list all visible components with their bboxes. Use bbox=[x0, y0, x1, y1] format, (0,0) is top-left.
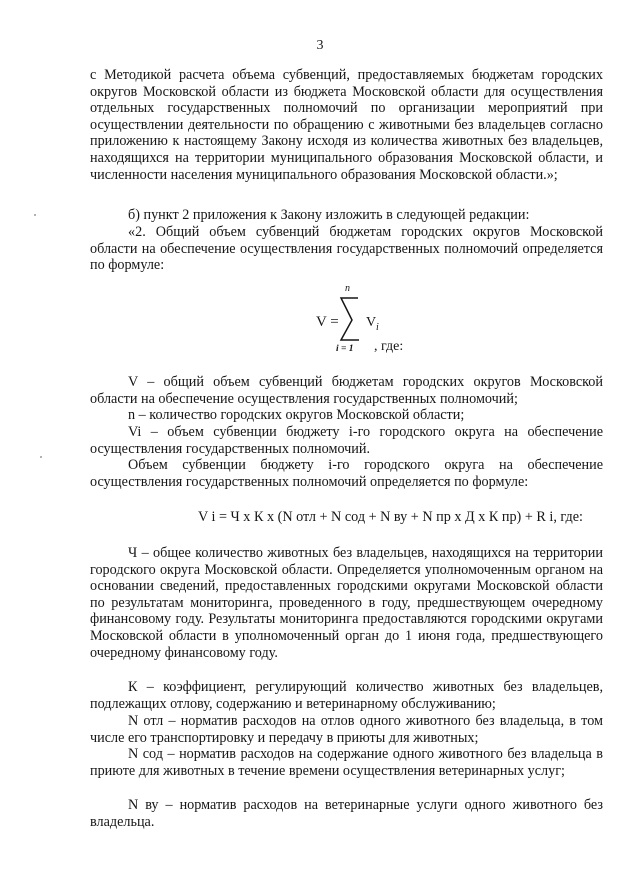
formula1-term-sub: i bbox=[376, 322, 379, 333]
definition-v: V – общий объем субвенций бюджетам городских округов Московской области на обеспечение осуществления государственных полномочий; bbox=[90, 374, 603, 407]
formula1-lhs: V = bbox=[316, 314, 339, 330]
definition-n: n – количество городских округов Московской области; bbox=[128, 407, 465, 423]
scan-speck bbox=[40, 456, 42, 458]
formula1-upper-limit: n bbox=[345, 283, 350, 294]
definition-n-sod: N сод – норматив расходов на содержание одного животного без владельца в приюте для животных в течение времени осуществления ветеринарных услуг; bbox=[90, 746, 603, 779]
definition-n-vu: N ву – норматив расходов на ветеринарные услуги одного животного без владельца. bbox=[90, 797, 603, 830]
paragraph-methodology: с Методикой расчета объема субвенций, предоставляемых бюджетам городских округов Московской области из бюджета Московской области для осуществления отдельных государственных полномочий по организации мероприятий при осуществлении деятельности по обращению с животными без владельцев согласно приложению к настоящему Закону исходя из количества животных без владельцев, находящихся на территории муниципального образования Московской области, и численности населения муниципального образования Московской области.»; bbox=[90, 67, 603, 183]
page-number: 3 bbox=[316, 38, 324, 53]
paragraph-item-b: б) пункт 2 приложения к Закону изложить в следующей редакции: bbox=[128, 207, 530, 223]
sigma-symbol bbox=[341, 298, 359, 340]
definition-k: К – коэффициент, регулирующий количество животных без владельцев, подлежащих отлову, содержанию и ветеринарному обслуживанию; bbox=[90, 679, 603, 712]
formula1-suffix: , где: bbox=[374, 339, 404, 354]
scan-speck bbox=[34, 214, 36, 216]
definition-ch: Ч – общее количество животных без владельцев, находящихся на территории городского округа Московской области. Определяется уполномоченным органом на основании сведений, предоставленных городскими округами Московской области по результатам мониторинга, проведенного в году, предшествующем очередному финансовому году. Результаты мониторинга предоставляются городскими округами Московской области в уполномоченный орган до 1 июня года, предшествующего очередному финансовому году. bbox=[90, 545, 603, 661]
definition-n-otl: N отл – норматив расходов на отлов одного животного без владельца, в том числе его транспортировку и передачу в приюты для животных; bbox=[90, 713, 603, 746]
formula1-term: V bbox=[366, 315, 377, 330]
definition-vi: Vi – объем субвенции бюджету i-го городского округа на обеспечение осуществления государственных полномочий. bbox=[90, 424, 603, 457]
formula-total-volume bbox=[316, 284, 456, 354]
formula1-lower-limit: i = 1 bbox=[336, 344, 354, 354]
formula-subvention-i: V i = Ч х К х (N отл + N сод + N ву + N пр х Д х К пр) + R i, где: bbox=[197, 509, 583, 525]
paragraph-subvention-volume: Объем субвенции бюджету i-го городского округа на обеспечение осуществления государственных полномочий определяется по формуле: bbox=[90, 457, 603, 490]
paragraph-point-2: «2. Общий объем субвенций бюджетам городских округов Московской области на обеспечение осуществления государственных полномочий определяется по формуле: bbox=[90, 224, 603, 274]
